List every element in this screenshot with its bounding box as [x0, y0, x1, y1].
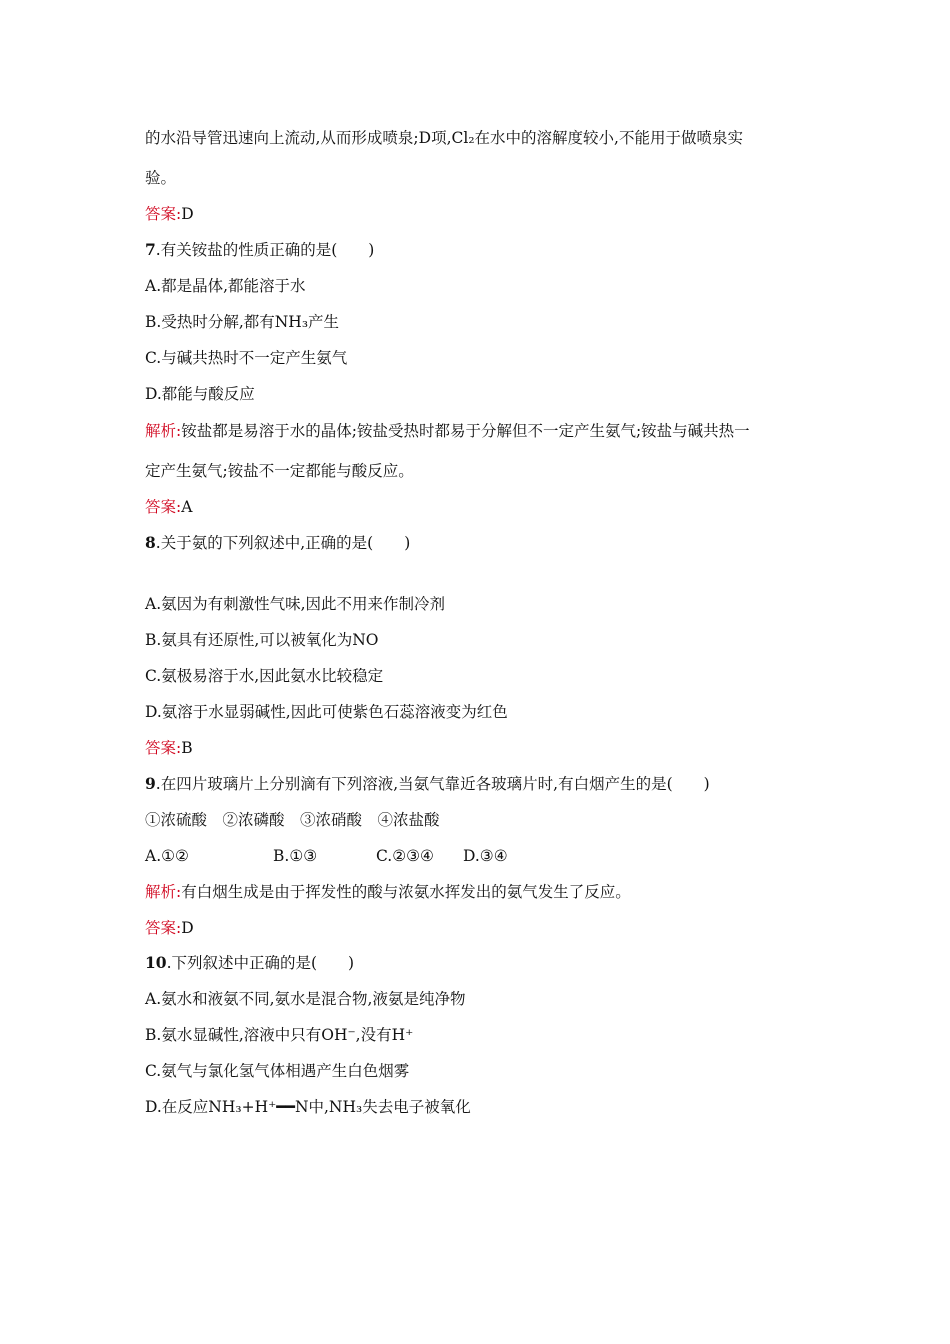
analysis-label: 解析: — [145, 422, 182, 440]
q7-analysis-line-2: 定产生氨气;铵盐不一定都能与酸反应。 — [145, 462, 414, 480]
q8-option-a: A.氨因为有刺激性气味,因此不用来作制冷剂 — [145, 595, 446, 613]
q7-answer — [145, 497, 192, 517]
q8-option-b: B.氨具有还原性,可以被氧化为NO — [145, 631, 379, 649]
question-number: 9 — [145, 774, 156, 793]
answer-value: B — [181, 739, 193, 757]
q9-option-d: D.③④ — [463, 847, 508, 865]
q8-option-d: D.氨溶于水显弱碱性,因此可使紫色石蕊溶液变为红色 — [145, 703, 508, 721]
q9-options — [145, 846, 508, 866]
question-text: .在四片玻璃片上分别滴有下列溶液,当氨气靠近各玻璃片时,有白烟产生的是( ) — [155, 775, 710, 793]
q10-option-a: A.氨水和液氨不同,氨水是混合物,液氨是纯净物 — [145, 990, 466, 1008]
q7-option-a: A.都是晶体,都能溶于水 — [145, 277, 306, 295]
answer-label: 答案: — [145, 498, 182, 516]
q9-option-b: B.①③ — [273, 847, 318, 865]
q8-answer — [145, 738, 193, 758]
q9-answer — [145, 918, 194, 938]
answer-label: 答案: — [145, 739, 182, 757]
q8-option-c: C.氨极易溶于水,因此氨水比较稳定 — [145, 667, 384, 685]
question-number: 7 — [145, 240, 156, 259]
question-number: 10 — [145, 953, 167, 972]
answer-label: 答案: — [145, 205, 182, 223]
analysis-text: 有白烟生成是由于挥发性的酸与浓氨水挥发出的氨气发生了反应。 — [181, 883, 631, 901]
prev-analysis-line-2: 验。 — [145, 169, 177, 187]
question-text: .有关铵盐的性质正确的是( ) — [155, 241, 375, 259]
q7-option-b: B.受热时分解,都有NH₃产生 — [145, 313, 340, 331]
q9-option-a: A.①② — [145, 847, 189, 865]
answer-value: D — [181, 919, 194, 937]
prev-analysis-line-1: 的水沿导管迅速向上流动,从而形成喷泉;D项,Cl₂在水中的溶解度较小,不能用于做喷泉实 — [145, 129, 743, 147]
question-number: 8 — [145, 533, 156, 552]
q10-option-b: B.氨水显碱性,溶液中只有OH⁻,没有H⁺ — [145, 1026, 414, 1044]
answer-label: 答案: — [145, 919, 182, 937]
q8-stem — [145, 533, 410, 553]
q7-analysis-line-1 — [145, 421, 750, 441]
q9-stem — [145, 774, 710, 794]
q7-stem — [145, 240, 374, 260]
q6-answer — [145, 204, 194, 224]
q10-stem — [145, 953, 354, 973]
analysis-text: 铵盐都是易溶于水的晶体;铵盐受热时都易于分解但不一定产生氨气;铵盐与碱共热一 — [181, 422, 750, 440]
q9-items: ①浓硫酸 ②浓磷酸 ③浓硝酸 ④浓盐酸 — [145, 811, 440, 829]
q7-option-c: C.与碱共热时不一定产生氨气 — [145, 349, 348, 367]
q7-option-d: D.都能与酸反应 — [145, 385, 255, 403]
q10-option-d: D.在反应NH₃+H⁺━━N中,NH₃失去电子被氧化 — [145, 1098, 471, 1116]
answer-value: D — [181, 205, 194, 223]
analysis-label: 解析: — [145, 883, 182, 901]
q9-option-c: C.②③④ — [376, 847, 434, 865]
question-text: .关于氨的下列叙述中,正确的是( ) — [155, 534, 411, 552]
q10-option-c: C.氨气与氯化氢气体相遇产生白色烟雾 — [145, 1062, 410, 1080]
q9-analysis — [145, 882, 631, 902]
question-text: .下列叙述中正确的是( ) — [166, 954, 355, 972]
answer-value: A — [181, 498, 193, 516]
